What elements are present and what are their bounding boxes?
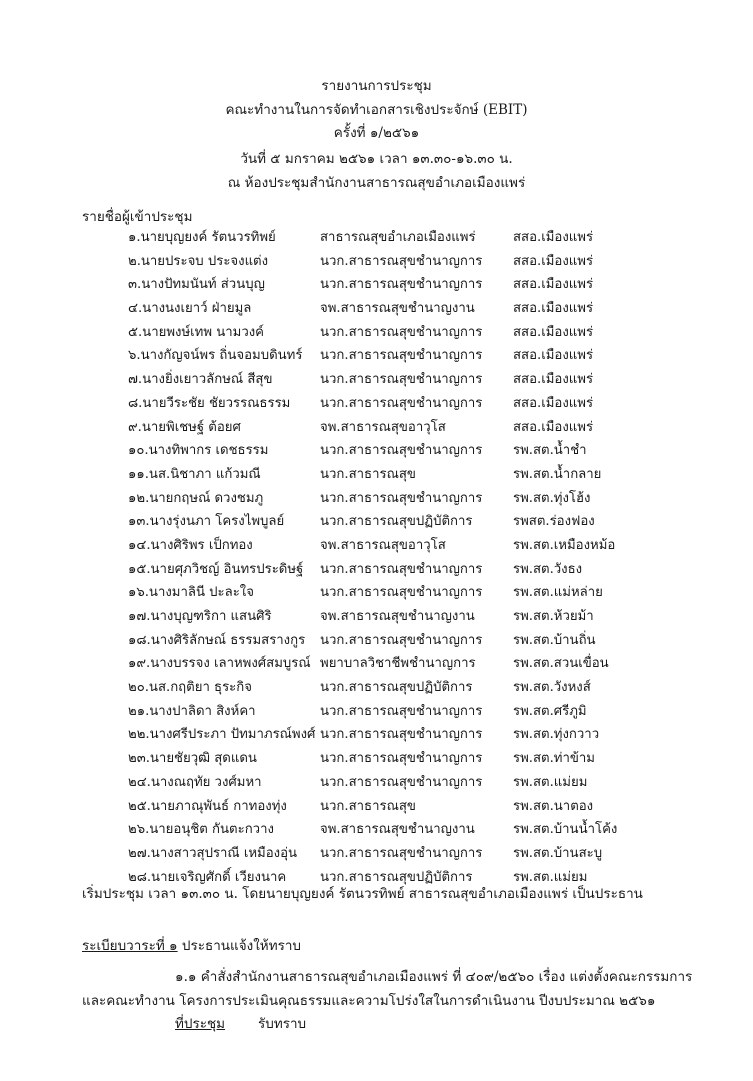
attendee-unit: สสอ.เมืองแพร่ — [513, 230, 594, 245]
attendee-row — [0, 510, 753, 534]
attendee-unit: รพ.สต.ทุ่งโฮ้ง — [513, 490, 591, 506]
attendee-position: นวก.สาธารณสุขปฏิบัติการ — [320, 514, 473, 530]
attendee-row — [0, 795, 753, 819]
attendee-position: นวก.สาธารณสุขชำนาญการ — [320, 703, 483, 719]
attendee-row — [0, 487, 753, 511]
attendee-name: ๖.นางกัญจน์พร ถิ่นจอมบดินทร์ — [128, 348, 303, 364]
attendee-position: จพ.สาธารณสุขชำนาญงาน — [320, 609, 475, 624]
meeting-number: ครั้งที่ ๑/๒๕๖๑ — [333, 125, 420, 141]
attendee-unit: สสอ.เมืองแพร่ — [513, 372, 594, 388]
attendee-row — [0, 344, 753, 368]
attendee-row — [0, 605, 753, 629]
attendee-name: ๑๗.นางบุญฑริกา แสนศิริ — [128, 609, 272, 624]
attendee-unit: สสอ.เมืองแพร่ — [513, 419, 594, 435]
attendee-name: ๒๒.นางศรีประภา ปัทมาภรณ์พงศ์ — [128, 727, 316, 743]
attendee-position: จพ.สาธารณสุขอาวุโส — [320, 419, 446, 435]
attendee-position: นวก.สาธารณสุขชำนาญการ — [320, 632, 483, 648]
attendee-position: พยาบาลวิชาชีพชำนาญการ — [320, 656, 476, 672]
opening-statement: เริ่มประชุม เวลา ๑๓.๓๐ น. โดยนายบุญยงค์ รัตนวรทิพย์ สาธารณสุขอำเภอเมืองแพร่ เป็นประธาน — [82, 886, 643, 902]
attendee-unit: รพ.สต.น้ำกลาย — [513, 466, 602, 482]
attendee-row — [0, 250, 753, 274]
attendee-unit: รพ.สต.นาตอง — [513, 798, 594, 814]
attendee-name: ๒๔.นางณฤทัย วงศ์มหา — [128, 774, 262, 790]
attendee-name: ๘.นายวีระชัย ชัยวรรณธรรม — [128, 395, 291, 411]
attendee-name: ๑๔.นางศิริพร เป็กทอง — [128, 537, 253, 553]
attendee-row — [0, 416, 753, 440]
attendee-row — [0, 842, 753, 866]
attendee-position: นวก.สาธารณสุขชำนาญการ — [320, 585, 483, 601]
resolution-label: ที่ประชุม — [175, 1016, 226, 1032]
attendee-unit: รพ.สต.ทุ่งกวาว — [513, 727, 600, 743]
attendee-unit: รพ.สต.ท่าข้าม — [513, 751, 595, 767]
attendee-position: นวก.สาธารณสุขปฏิบัติการ — [320, 869, 473, 885]
attendee-position: จพ.สาธารณสุขชำนาญงาน — [320, 822, 475, 838]
attendee-row — [0, 297, 753, 321]
attendee-unit: รพ.สต.แม่ยม — [513, 774, 588, 790]
attendee-name: ๒๘.นายเจริญศักดิ์ เวียงนาค — [128, 869, 287, 885]
attendee-row — [0, 581, 753, 605]
attendee-unit: รพ.สต.วังหงส์ — [513, 680, 591, 696]
attendee-row — [0, 463, 753, 487]
attendee-name: ๑๓.นางรุ่งนภา โครงไพบูลย์ — [128, 514, 285, 530]
agenda-item-line-1: ๑.๑ คำสั่งสำนักงานสาธารณสุขอำเภอเมืองแพร่ ที่ ๔๐๙/๒๕๖๐ เรื่อง แต่งตั้งคณะกรรมการ — [175, 969, 693, 985]
attendee-name: ๙.นายพิเชษฐ์ ต้อยศ — [128, 419, 241, 435]
attendee-position: นวก.สาธารณสุขชำนาญการ — [320, 443, 483, 459]
attendee-row — [0, 392, 753, 416]
attendee-position: สาธารณสุขอำเภอเมืองแพร่ — [320, 230, 476, 245]
attendee-unit: สสอ.เมืองแพร่ — [513, 277, 594, 293]
attendee-row — [0, 676, 753, 700]
attendee-name: ๒๗.นางสาวสุปราณี เหมืองอุ่น — [128, 845, 298, 861]
attendee-unit: รพ.สต.บ้านน้ำโค้ง — [513, 822, 618, 838]
attendee-row — [0, 747, 753, 771]
attendee-unit: รพ.สต.สวนเขื่อน — [513, 656, 609, 672]
attendee-name: ๒๐.นส.กฤติยา ธุระกิจ — [128, 680, 252, 696]
attendee-position: นวก.สาธารณสุขชำนาญการ — [320, 727, 483, 743]
attendee-position: นวก.สาธารณสุขชำนาญการ — [320, 561, 483, 577]
attendee-name: ๒๑.นางปาลิดา สิงห์คา — [128, 703, 256, 719]
attendee-row — [0, 439, 753, 463]
report-title: รายงานการประชุม — [321, 78, 432, 94]
attendees-label: รายชื่อผู้เข้าประชุม — [82, 209, 193, 225]
attendee-unit: รพ.สต.บ้านถิ่น — [513, 632, 596, 648]
attendee-name: ๑๖.นางมาลินี ปะละใจ — [128, 585, 254, 601]
attendee-unit: รพ.สต.น้ำชำ — [513, 443, 587, 459]
attendee-unit: สสอ.เมืองแพร่ — [513, 301, 594, 317]
attendee-name: ๑๑.นส.นิชาภา แก้วมณี — [128, 466, 261, 482]
attendee-unit: สสอ.เมืองแพร่ — [513, 253, 594, 269]
attendee-name: ๒๖.นายอนุชิต กันตะกวาง — [128, 822, 274, 838]
attendee-unit: รพ.สต.วังธง — [513, 561, 583, 577]
resolution-value: รับทราบ — [258, 1016, 307, 1032]
attendee-position: นวก.สาธารณสุขชำนาญการ — [320, 395, 483, 411]
committee-name: คณะทำงานในการจัดทำเอกสารเชิงประจักษ์ (EBIT) — [225, 102, 528, 118]
attendee-row — [0, 534, 753, 558]
attendee-name: ๑๘.นางศิริลักษณ์ ธรรมสรางกูร — [128, 632, 306, 648]
attendee-position: นวก.สาธารณสุขชำนาญการ — [320, 324, 483, 340]
attendee-position: นวก.สาธารณสุข — [320, 466, 416, 482]
attendee-position: นวก.สาธารณสุขชำนาญการ — [320, 845, 483, 861]
attendee-position: นวก.สาธารณสุขชำนาญการ — [320, 774, 483, 790]
attendee-name: ๑๙.นางบรรจง เลาหพงศ์สมบูรณ์ — [128, 656, 311, 672]
attendee-unit: สสอ.เมืองแพร่ — [513, 348, 594, 364]
attendee-row — [0, 558, 753, 582]
agenda-heading — [82, 934, 301, 956]
attendee-list — [0, 226, 753, 889]
attendee-row — [0, 771, 753, 795]
attendee-row — [0, 700, 753, 724]
attendee-position: นวก.สาธารณสุขชำนาญการ — [320, 490, 483, 506]
meeting-date: วันที่ ๕ มกราคม ๒๕๖๑ เวลา ๑๓.๓๐-๑๖.๓๐ น. — [240, 151, 513, 167]
attendee-unit: รพสต.ร่องฟอง — [513, 514, 595, 530]
attendee-name: ๗.นางยิ่งเยาวลักษณ์ สีสุข — [128, 372, 273, 388]
attendee-name: ๑.นายบุญยงค์ รัตนวรทิพย์ — [128, 230, 276, 245]
attendee-position: นวก.สาธารณสุขชำนาญการ — [320, 751, 483, 767]
attendee-unit: สสอ.เมืองแพร่ — [513, 324, 594, 340]
agenda-item-line-2: และคณะทำงาน โครงการประเมินคุณธรรมและความโปร่งใสในการดำเนินงาน ปีงบประมาณ ๒๕๖๑ — [82, 993, 656, 1009]
attendee-unit: รพ.สต.แม่หล่าย — [513, 585, 603, 601]
attendee-name: ๒๕.นายภาณุพันธ์ กาทองทุ่ง — [128, 798, 287, 814]
attendee-name: ๓.นางปัทมนันท์ ส่วนบุญ — [128, 277, 265, 293]
agenda-title: ประธานแจ้งให้ทราบ — [177, 938, 301, 954]
attendee-row — [0, 818, 753, 842]
attendee-name: ๒๓.นายชัยวุฒิ สุดแดน — [128, 751, 257, 767]
attendee-position: นวก.สาธารณสุขปฏิบัติการ — [320, 680, 473, 696]
attendee-position: นวก.สาธารณสุขชำนาญการ — [320, 253, 483, 269]
attendee-position: นวก.สาธารณสุขชำนาญการ — [320, 348, 483, 364]
attendee-name: ๑๐.นางทิพากร เดชธรรม — [128, 443, 269, 459]
meeting-venue: ณ ห้องประชุมสำนักงานสาธารณสุขอำเภอเมืองแพร่ — [227, 175, 526, 191]
attendee-row — [0, 723, 753, 747]
attendee-position: นวก.สาธารณสุขชำนาญการ — [320, 277, 483, 293]
attendee-position: นวก.สาธารณสุข — [320, 798, 416, 814]
agenda-label: ระเบียบวาระที่ ๑ — [82, 938, 178, 954]
attendee-unit: รพ.สต.แม่ยม — [513, 869, 588, 885]
attendee-unit: รพ.สต.เหมืองหม้อ — [513, 537, 616, 553]
attendee-position: จพ.สาธารณสุขอาวุโส — [320, 537, 446, 553]
attendee-row — [0, 321, 753, 345]
attendee-name: ๑๒.นายกฤษณ์ ดวงชมภู — [128, 490, 264, 506]
attendee-name: ๑๕.นายศุภวิชญ์ อินทรประดิษฐ์ — [128, 561, 304, 577]
attendee-row — [0, 368, 753, 392]
attendee-position: นวก.สาธารณสุขชำนาญการ — [320, 372, 483, 388]
attendee-unit: รพ.สต.ศรีภูมิ — [513, 703, 587, 719]
attendee-row — [0, 652, 753, 676]
attendee-row — [0, 629, 753, 653]
attendee-name: ๒.นายประจบ ประจงแต่ง — [128, 253, 269, 269]
attendee-name: ๔.นางนงเยาว์ ฝ่ายมูล — [128, 301, 252, 317]
attendee-unit: สสอ.เมืองแพร่ — [513, 395, 594, 411]
attendee-row — [0, 226, 753, 250]
attendee-name: ๕.นายพงษ์เทพ นามวงค์ — [128, 324, 265, 340]
attendee-unit: รพ.สต.ห้วยม้า — [513, 609, 594, 624]
attendee-position: จพ.สาธารณสุขชำนาญงาน — [320, 301, 475, 317]
attendee-row — [0, 273, 753, 297]
attendee-unit: รพ.สต.บ้านสะบู — [513, 845, 603, 861]
